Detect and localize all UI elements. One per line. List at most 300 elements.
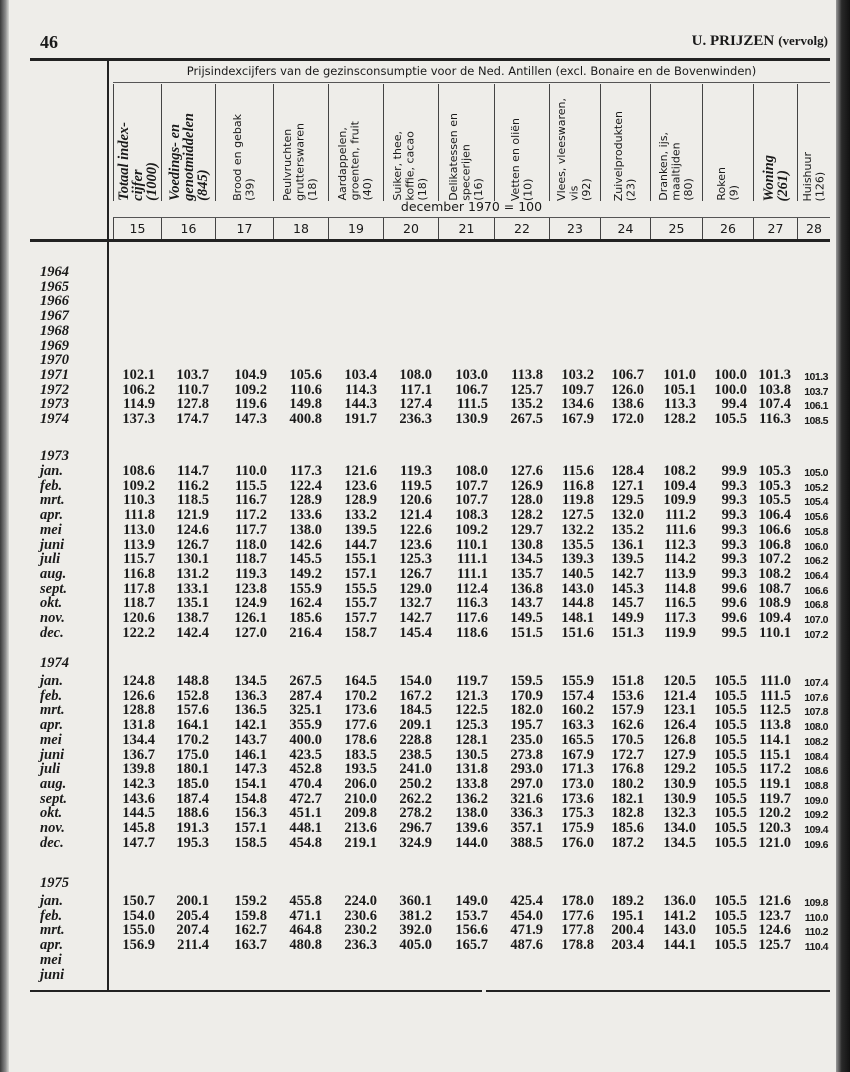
table-cell: 107.7	[455, 492, 488, 509]
table-cell: 111.8	[123, 507, 155, 524]
table-cell: 111.5	[759, 687, 791, 704]
table-cell: 184.5	[399, 702, 432, 719]
table-cell: 124.6	[758, 922, 791, 939]
table-cell: 126.4	[663, 717, 696, 734]
table-cell: 108.7	[758, 580, 791, 597]
table-cell: 144.0	[455, 834, 488, 851]
table-cell: 157.4	[561, 687, 594, 704]
table-cell: 193.5	[344, 761, 377, 778]
table-cell: 112.4	[456, 580, 488, 597]
table-cell: 228.8	[399, 731, 432, 748]
table-cell: 165.5	[561, 731, 594, 748]
column-header-label	[658, 132, 696, 201]
row-label: feb.	[40, 907, 63, 924]
row-label: 1965	[40, 278, 69, 295]
table-cell: 203.4	[611, 937, 644, 954]
table-cell: 111.1	[456, 565, 488, 582]
table-cell: 116.2	[177, 477, 209, 494]
table-cell: 324.9	[399, 834, 432, 851]
table-cell: 172.7	[611, 746, 644, 763]
table-cell: 119.7	[456, 673, 488, 689]
table-cell: 163.3	[561, 717, 594, 734]
table-cell: 164.5	[344, 673, 377, 689]
column-header-15	[113, 84, 161, 201]
table-cell: 400.8	[289, 411, 322, 427]
table-cell: 136.1	[611, 536, 644, 553]
table-cell: 105.5	[714, 834, 747, 851]
table-cell: 105.5	[714, 775, 747, 792]
table-cell: 171.3	[561, 761, 594, 778]
table-title: Prijsindexcijfers van de gezinsconsumptie voor de Ned. Antillen (excl. Bonaire en de Bovenwinden)	[186, 64, 757, 78]
table-cell: 151.3	[611, 624, 644, 641]
table-cell: 116.7	[235, 492, 267, 509]
column-header-label	[448, 113, 486, 201]
table-cell: 133.1	[176, 580, 209, 597]
table-cell: 267.5	[289, 673, 322, 689]
table-cell: 108.2	[804, 735, 828, 748]
table-cell: 135.5	[561, 536, 594, 553]
table-cell: 173.6	[561, 790, 594, 807]
column-number: 16	[161, 218, 215, 239]
column-header-label	[168, 113, 210, 201]
table-cell: 388.5	[510, 834, 543, 851]
table-cell: 471.1	[289, 907, 322, 924]
table-cell: 149.9	[611, 610, 644, 626]
table-cell: 136.7	[122, 746, 155, 763]
table-cell: 163.7	[234, 937, 267, 954]
table-cell: 139.6	[455, 820, 488, 836]
table-cell: 156.3	[234, 805, 267, 822]
table-cell: 117.8	[123, 580, 155, 597]
table-cell: 117.7	[235, 521, 267, 538]
table-cell: 128.2	[510, 507, 543, 524]
column-number: 22	[494, 218, 549, 239]
table-cell: 116.8	[123, 565, 155, 582]
table-cell: 136.0	[663, 893, 696, 909]
table-cell: 106.2	[122, 381, 155, 398]
table-cell: 109.6	[804, 838, 828, 851]
table-cell: 464.8	[289, 922, 322, 939]
table-cell: 454.0	[510, 907, 543, 924]
table-cell: 101.3	[758, 366, 791, 383]
table-cell: 114.1	[759, 731, 791, 748]
table-cell: 423.5	[289, 746, 322, 763]
table-cell: 121.4	[399, 507, 432, 524]
table-cell: 109.8	[804, 897, 828, 909]
table-cell: 99.6	[721, 610, 747, 626]
column-header-label	[510, 118, 535, 201]
table-cell: 113.0	[123, 521, 155, 538]
column-header-21	[438, 84, 494, 201]
table-cell: 120.2	[758, 805, 791, 822]
table-cell: 101.0	[663, 366, 696, 383]
table-cell: 119.5	[400, 477, 432, 494]
table-cell: 99.3	[721, 536, 747, 553]
table-cell: 108.0	[804, 721, 828, 734]
table-cell: 128.1	[455, 731, 488, 748]
table-cell: 127.5	[561, 507, 594, 524]
table-cell: 121.3	[455, 687, 488, 704]
column-header-20	[383, 84, 438, 201]
row-label: feb.	[40, 687, 63, 704]
table-cell: 195.1	[611, 907, 644, 924]
table-cell: 120.3	[758, 820, 791, 836]
table-cell: 106.1	[804, 400, 828, 413]
column-header-line: Dranken, ijs,	[656, 132, 670, 201]
table-cell: 160.2	[561, 702, 594, 719]
table-cell: 125.3	[455, 717, 488, 734]
row-label: juli	[40, 761, 61, 778]
column-number: 15	[113, 218, 161, 239]
base-period: december 1970 = 100	[400, 199, 543, 214]
table-cell: 139.8	[122, 761, 155, 778]
table-cell: 170.2	[344, 687, 377, 704]
table-cell: 210.0	[344, 790, 377, 807]
table-cell: 235.0	[510, 731, 543, 748]
table-cell: 116.3	[759, 411, 791, 427]
row-label: 1971	[40, 366, 69, 383]
table-cell: 130.5	[455, 746, 488, 763]
table-cell: 162.6	[611, 717, 644, 734]
table-cell: 136.8	[510, 580, 543, 597]
table-cell: 177.8	[561, 922, 594, 939]
column-number: 26	[702, 218, 753, 239]
column-header-label	[802, 152, 827, 201]
table-cell: 106.4	[758, 507, 791, 524]
table-cell: 127.9	[663, 746, 696, 763]
table-cell: 159.8	[234, 907, 267, 924]
table-cell: 126.6	[122, 687, 155, 704]
column-header-label	[556, 98, 594, 201]
table-cell: 136.5	[234, 702, 267, 719]
table-cell: 185.0	[176, 775, 209, 792]
table-cell: 143.0	[663, 922, 696, 939]
table-cell: 110.1	[456, 536, 488, 553]
table-cell: 141.2	[663, 907, 696, 924]
table-cell: 149.0	[455, 893, 488, 909]
table-cell: 143.7	[510, 595, 543, 612]
table-cell: 134.6	[561, 396, 594, 413]
table-cell: 145.3	[611, 580, 644, 597]
table-cell: 99.6	[721, 580, 747, 597]
column-header-label	[117, 122, 159, 201]
table-cell: 125.7	[758, 937, 791, 954]
table-cell: 106.7	[611, 366, 644, 383]
table-cell: 122.4	[289, 477, 322, 494]
table-cell: 149.5	[510, 610, 543, 626]
table-cell: 122.6	[399, 521, 432, 538]
column-header-line: (261)	[774, 169, 791, 201]
column-number: 28	[797, 218, 830, 239]
table-cell: 182.1	[611, 790, 644, 807]
table-cell: 154.0	[122, 907, 155, 924]
table-cell: 142.4	[176, 624, 209, 641]
row-label: nov.	[40, 610, 65, 626]
table-cell: 132.3	[663, 805, 696, 822]
table-cell: 206.0	[344, 775, 377, 792]
table-cell: 106.6	[758, 521, 791, 538]
table-cell: 143.0	[561, 580, 594, 597]
table-cell: 155.9	[561, 673, 594, 689]
table-cell: 216.4	[289, 624, 322, 641]
table-cell: 133.2	[344, 507, 377, 524]
table-cell: 105.5	[714, 907, 747, 924]
table-cell: 114.3	[345, 381, 377, 398]
table-cell: 107.8	[804, 706, 828, 719]
table-cell: 132.7	[399, 595, 432, 612]
table-cell: 110.0	[804, 911, 828, 924]
table-cell: 155.9	[289, 580, 322, 597]
row-label: apr.	[40, 507, 63, 524]
scan-right-edge	[836, 0, 850, 1072]
table-cell: 112.3	[664, 536, 696, 553]
table-cell: 321.6	[510, 790, 543, 807]
table-cell: 180.2	[611, 775, 644, 792]
table-cell: 172.0	[611, 411, 644, 427]
table-cell: 130.9	[455, 411, 488, 427]
row-label: juni	[40, 746, 65, 763]
column-number: 23	[549, 218, 600, 239]
table-cell: 157.1	[234, 820, 267, 836]
table-cell: 278.2	[399, 805, 432, 822]
table-cell: 147.3	[234, 411, 267, 427]
table-cell: 125.7	[510, 381, 543, 398]
column-header-18	[273, 84, 328, 201]
table-cell: 105.5	[714, 820, 747, 836]
title-rule	[113, 82, 830, 83]
table-cell: 455.8	[289, 893, 322, 909]
table-cell: 132.2	[561, 521, 594, 538]
table-cell: 180.1	[176, 761, 209, 778]
column-number: 20	[383, 218, 438, 239]
column-header-line: Suiker, thee,	[391, 131, 405, 201]
table-cell: 131.8	[122, 717, 155, 734]
table-cell: 134.5	[510, 551, 543, 568]
table-cell: 188.6	[176, 805, 209, 822]
table-cell: 117.1	[400, 381, 432, 398]
row-label: mei	[40, 731, 62, 748]
table-cell: 191.7	[344, 411, 377, 427]
table-cell: 99.3	[721, 507, 747, 524]
table-cell: 144.1	[663, 937, 696, 954]
table-cell: 480.8	[289, 937, 322, 954]
table-cell: 105.3	[758, 463, 791, 479]
table-cell: 175.3	[561, 805, 594, 822]
table-cell: 121.4	[663, 687, 696, 704]
column-header-line: (18)	[416, 178, 430, 201]
table-cell: 120.6	[122, 610, 155, 626]
column-header-line: (16)	[471, 178, 485, 201]
table-cell: 143.7	[234, 731, 267, 748]
table-cell: 118.6	[456, 624, 488, 641]
table-cell: 185.6	[289, 610, 322, 626]
table-cell: 119.8	[562, 492, 594, 509]
table-cell: 110.2	[804, 926, 828, 939]
table-cell: 109.2	[455, 521, 488, 538]
table-cell: 130.8	[510, 536, 543, 553]
table-cell: 127.0	[234, 624, 267, 641]
table-cell: 126.9	[510, 477, 543, 494]
column-header-line: grutterswaren	[293, 123, 307, 201]
table-cell: 105.5	[714, 731, 747, 748]
row-label: juli	[40, 551, 61, 568]
top-rule	[30, 58, 830, 61]
table-cell: 109.9	[663, 492, 696, 509]
table-cell: 149.8	[289, 396, 322, 413]
table-cell: 99.5	[721, 624, 747, 641]
table-cell: 189.2	[611, 893, 644, 909]
table-cell: 114.8	[664, 580, 696, 597]
row-label: sept.	[40, 790, 67, 807]
table-cell: 151.8	[611, 673, 644, 689]
column-header-24	[600, 84, 650, 201]
table-cell: 105.5	[714, 790, 747, 807]
table-cell: 147.7	[122, 834, 155, 851]
row-label: mrt.	[40, 702, 65, 719]
table-cell: 360.1	[399, 893, 432, 909]
table-cell: 167.9	[561, 746, 594, 763]
table-cell: 119.3	[235, 565, 267, 582]
table-cell: 219.1	[344, 834, 377, 851]
table-cell: 185.6	[611, 820, 644, 836]
table-cell: 159.2	[234, 893, 267, 909]
table-cell: 296.7	[399, 820, 432, 836]
table-cell: 152.8	[176, 687, 209, 704]
table-cell: 176.0	[561, 834, 594, 851]
table-cell: 105.5	[714, 746, 747, 763]
table-cell: 175.9	[561, 820, 594, 836]
table-cell: 157.6	[176, 702, 209, 719]
table-cell: 470.4	[289, 775, 322, 792]
table-cell: 99.3	[721, 477, 747, 494]
table-cell: 105.5	[714, 702, 747, 719]
column-header-line: (80)	[681, 178, 695, 201]
table-cell: 191.3	[176, 820, 209, 836]
table-cell: 207.4	[176, 922, 209, 939]
table-cell: 111.6	[664, 521, 696, 538]
table-cell: 123.8	[234, 580, 267, 597]
table-cell: 187.2	[611, 834, 644, 851]
table-cell: 108.4	[804, 750, 828, 763]
column-number: 19	[328, 218, 383, 239]
table-cell: 127.1	[611, 477, 644, 494]
table-cell: 154.8	[234, 790, 267, 807]
table-cell: 113.9	[664, 565, 696, 582]
table-cell: 99.3	[721, 551, 747, 568]
table-cell: 107.6	[804, 691, 828, 704]
table-cell: 143.6	[122, 790, 155, 807]
table-cell: 119.1	[759, 775, 791, 792]
table-cell: 107.7	[455, 477, 488, 494]
table-cell: 153.7	[455, 907, 488, 924]
column-header-label	[392, 131, 430, 201]
column-header-label	[613, 111, 638, 201]
table-cell: 177.6	[561, 907, 594, 924]
table-cell: 273.8	[510, 746, 543, 763]
row-label: dec.	[40, 624, 64, 641]
table-cell: 135.1	[176, 595, 209, 612]
table-cell: 155.1	[344, 551, 377, 568]
column-header-line: vis	[567, 185, 581, 201]
column-header-label	[232, 114, 257, 201]
table-cell: 108.2	[663, 463, 696, 479]
table-cell: 111.2	[664, 507, 696, 524]
table-cell: 130.9	[663, 790, 696, 807]
table-cell: 124.9	[234, 595, 267, 612]
table-cell: 106.6	[804, 584, 828, 597]
table-cell: 119.3	[400, 463, 432, 479]
table-cell: 381.2	[399, 907, 432, 924]
table-cell: 182.0	[510, 702, 543, 719]
row-label: okt.	[40, 805, 63, 822]
table-cell: 117.3	[290, 463, 322, 479]
table-cell: 129.5	[611, 492, 644, 509]
row-label: jan.	[40, 893, 63, 909]
table-cell: 145.5	[289, 551, 322, 568]
table-cell: 105.6	[804, 511, 828, 524]
table-cell: 293.0	[510, 761, 543, 778]
table-cell: 105.3	[758, 477, 791, 494]
table-cell: 119.6	[235, 396, 267, 413]
column-number: 27	[753, 218, 797, 239]
table-cell: 155.5	[344, 580, 377, 597]
table-cell: 135.7	[510, 565, 543, 582]
table-cell: 103.4	[344, 366, 377, 383]
table-cell: 154.1	[234, 775, 267, 792]
table-cell: 157.9	[611, 702, 644, 719]
column-header-22	[494, 84, 549, 201]
column-header-line: Vlees, vleeswaren,	[555, 98, 569, 201]
column-header-line: Brood en gebak	[231, 114, 244, 201]
table-cell: 118.0	[235, 536, 267, 553]
table-cell: 230.2	[344, 922, 377, 939]
row-label: okt.	[40, 595, 63, 612]
table-cell: 195.7	[510, 717, 543, 734]
column-header-line: (126)	[813, 171, 826, 201]
table-cell: 136.3	[234, 687, 267, 704]
row-label: nov.	[40, 820, 65, 836]
table-cell: 405.0	[399, 937, 432, 954]
column-header-27	[753, 84, 797, 201]
table-cell: 127.8	[176, 396, 209, 413]
table-cell: 155.0	[122, 922, 155, 939]
row-label: aug.	[40, 775, 67, 792]
table-cell: 400.0	[289, 731, 322, 748]
table-cell: 144.8	[561, 595, 594, 612]
row-label: 1968	[40, 322, 69, 339]
table-cell: 134.5	[234, 673, 267, 689]
column-number: 25	[650, 218, 702, 239]
table-cell: 116.3	[456, 595, 488, 612]
table-cell: 157.7	[344, 610, 377, 626]
column-header-line: maaltijden	[669, 142, 683, 201]
table-cell: 99.3	[721, 521, 747, 538]
row-label: jan.	[40, 673, 63, 689]
table-cell: 109.7	[561, 381, 594, 398]
table-cell: 451.1	[289, 805, 322, 822]
table-cell: 114.2	[664, 551, 696, 568]
table-cell: 236.3	[344, 937, 377, 954]
table-cell: 105.5	[714, 922, 747, 939]
column-header-label	[762, 155, 790, 201]
table-cell: 133.6	[289, 507, 322, 524]
table-cell: 178.8	[561, 937, 594, 954]
table-cell: 105.2	[804, 481, 828, 494]
row-label: mrt.	[40, 492, 65, 509]
table-cell: 195.3	[176, 834, 209, 851]
table-cell: 107.2	[804, 628, 828, 641]
column-header-line: Aardappelen,	[336, 127, 350, 201]
